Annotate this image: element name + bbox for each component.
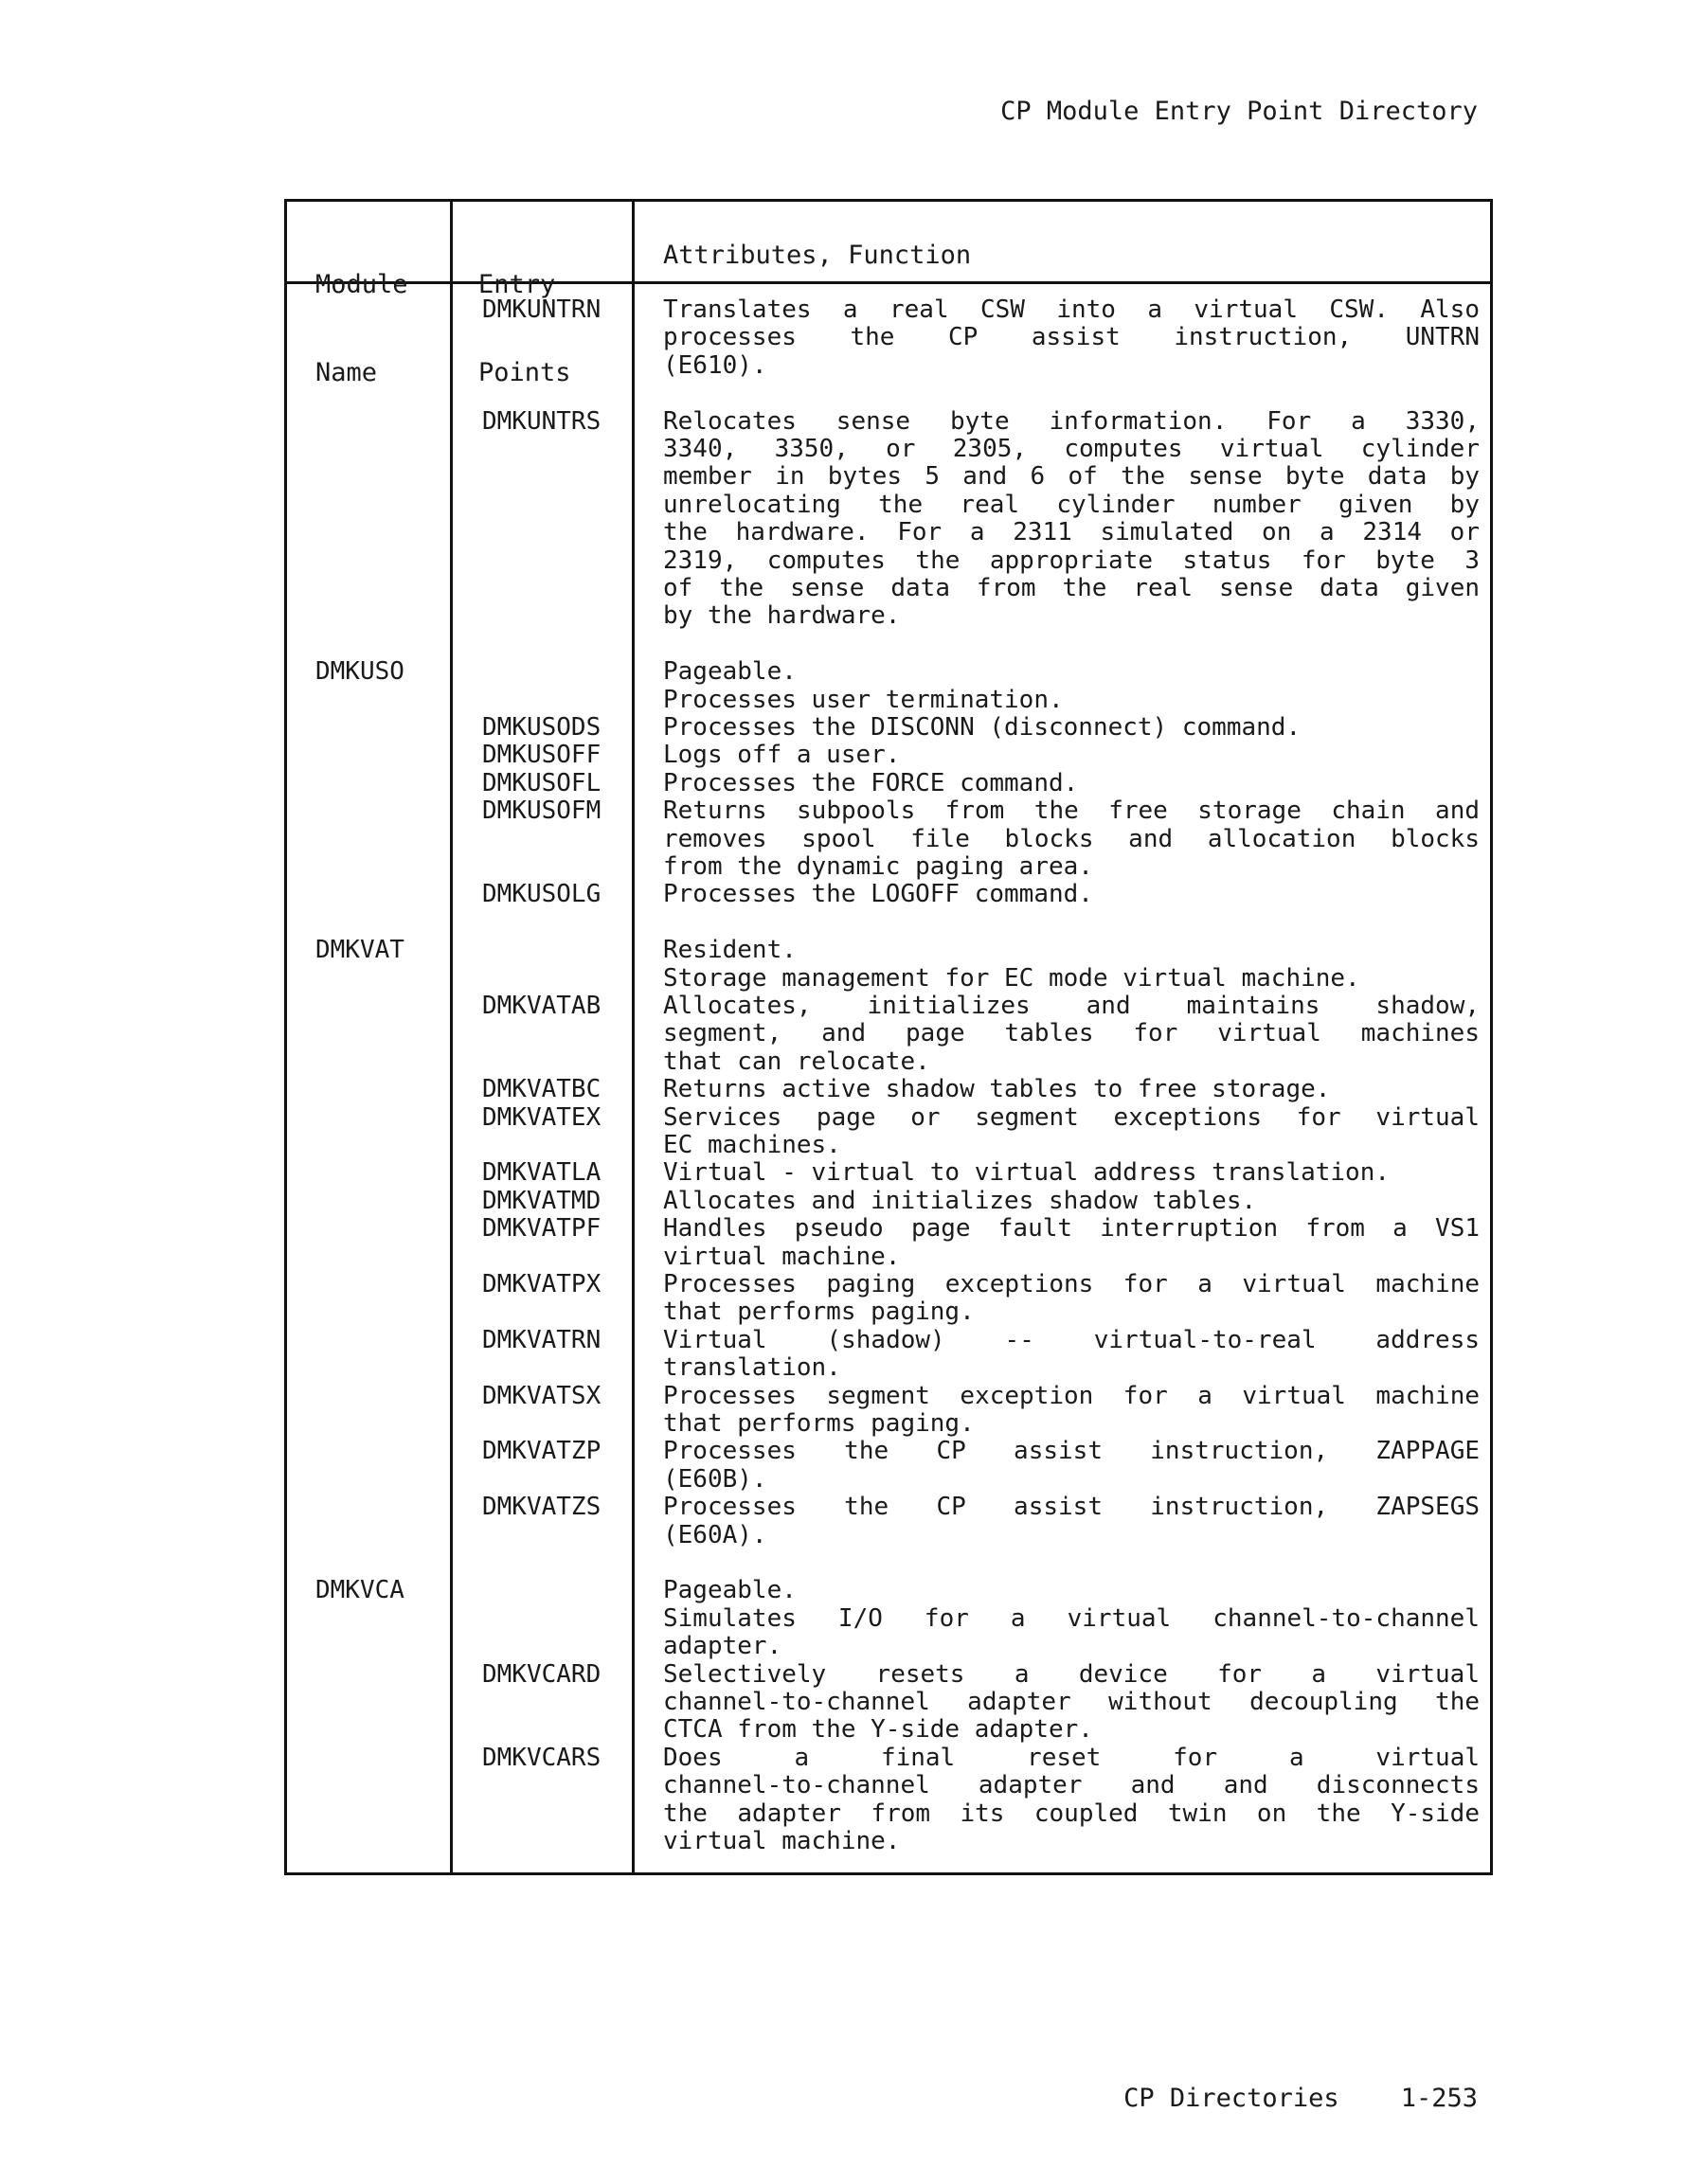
function-description-cell: [663, 797, 1480, 881]
description-line: Processes the CP assist instruction, ZAPSEGS: [663, 1493, 1480, 1522]
function-description-cell: [663, 1076, 1480, 1103]
description-line: that performs paging.: [663, 1298, 975, 1327]
description-line: unrelocating the real cylinder number given by: [663, 490, 1480, 519]
module-name-cell: DMKVCA: [315, 1576, 404, 1605]
header-module-line2: Name: [315, 358, 378, 387]
header-attributes-function: Attributes, Function: [663, 241, 972, 270]
description-line: virtual machine.: [663, 1827, 901, 1856]
description-line: Logs off a user.: [663, 741, 901, 770]
entry-point-cell: DMKVATBC: [482, 1075, 602, 1104]
entry-point-cell: DMKVATZP: [482, 1437, 602, 1466]
description-line: Processes paging exceptions for a virtual machine: [663, 1270, 1480, 1298]
header-module-name: [315, 211, 408, 446]
description-line: member in bytes 5 and 6 of the sense byte data by: [663, 462, 1480, 492]
header-entry-line1: Entry: [478, 270, 556, 299]
entry-point-cell: DMKUSOFM: [482, 797, 602, 826]
description-line: the hardware. For a 2311 simulated on a 2314 or: [663, 518, 1480, 547]
description-line: 3340, 3350, or 2305, computes virtual cylinder: [663, 435, 1480, 463]
description-line: EC machines.: [663, 1131, 841, 1159]
description-line: CTCA from the Y-side adapter.: [663, 1715, 1093, 1745]
entry-point-cell: DMKUSOFL: [482, 768, 602, 797]
description-line: (E610).: [663, 350, 767, 380]
function-description-cell: [663, 1271, 1480, 1327]
description-line: Resident.: [663, 936, 797, 965]
description-line: Processes the DISCONN (disconnect) command.: [663, 713, 1302, 742]
description-line: Processes the LOGOFF command.: [663, 880, 1093, 909]
entry-point-table: [284, 199, 1493, 1875]
function-description-cell: [663, 1188, 1480, 1215]
function-description-cell: [663, 296, 1480, 380]
entry-point-cell: DMKVATPF: [482, 1214, 602, 1244]
description-line: adapter.: [663, 1632, 782, 1661]
description-line: processes the CP assist instruction, UNTRN: [663, 323, 1480, 352]
description-line: Does a final reset for a virtual: [663, 1743, 1480, 1772]
description-line: virtual machine.: [663, 1242, 901, 1271]
footer-section-title: CP Directories: [1123, 2084, 1339, 2113]
header-module-line1: Module: [315, 270, 408, 299]
description-line: Services page or segment exceptions for virtual: [663, 1102, 1480, 1132]
entry-point-cell: DMKVATRN: [482, 1325, 602, 1354]
entry-point-cell: DMKVATAB: [482, 992, 602, 1020]
description-line: translation.: [663, 1353, 841, 1383]
description-line: Processes user termination.: [663, 685, 1064, 714]
entry-point-cell: DMKVATZS: [482, 1493, 602, 1522]
description-line: Processes the FORCE command.: [663, 768, 1079, 797]
function-description-cell: [663, 1327, 1480, 1383]
description-line: (E60B).: [663, 1464, 767, 1494]
description-line: removes spool file blocks and allocation blocks: [663, 824, 1480, 853]
column-divider-entry: [632, 202, 635, 1872]
entry-point-cell: DMKUSODS: [482, 713, 602, 742]
entry-point-cell: DMKUSOLG: [482, 880, 602, 909]
function-description-cell: [663, 1661, 1480, 1745]
entry-point-cell: DMKVCARS: [482, 1743, 602, 1772]
running-footer: [1042, 2053, 1478, 2114]
description-line: that can relocate.: [663, 1047, 930, 1076]
function-description-cell: [663, 1104, 1480, 1160]
description-line: (E60A).: [663, 1520, 767, 1549]
function-description-cell: [663, 770, 1480, 797]
description-line: Relocates sense byte information. For a 3330,: [663, 406, 1480, 436]
description-line: Processes the CP assist instruction, ZAPPAGE: [663, 1437, 1480, 1466]
description-line: channel-to-channel adapter without decoupling the: [663, 1688, 1480, 1716]
function-description-cell: [663, 937, 1480, 993]
description-line: Allocates and initializes shadow tables.: [663, 1186, 1257, 1215]
function-description-cell: [663, 1438, 1480, 1494]
description-line: Pageable.: [663, 657, 797, 687]
module-name-cell: DMKUSO: [315, 657, 404, 687]
entry-point-cell: DMKUNTRS: [482, 406, 602, 436]
entry-point-cell: DMKVATPX: [482, 1270, 602, 1298]
footer-page-number: 1-253: [1400, 2084, 1478, 2113]
entry-point-cell: DMKVATLA: [482, 1158, 602, 1188]
function-description-cell: [663, 658, 1480, 714]
column-divider-module: [450, 202, 453, 1872]
function-description-cell: [663, 742, 1480, 769]
description-line: Storage management for EC mode virtual machine.: [663, 963, 1360, 993]
description-line: channel-to-channel adapter and and disconnects: [663, 1771, 1480, 1800]
entry-point-cell: DMKVCARD: [482, 1659, 602, 1689]
description-line: Returns active shadow tables to free storage.: [663, 1075, 1331, 1104]
function-description-cell: [663, 1745, 1480, 1856]
description-line: Simulates I/O for a virtual channel-to-channel: [663, 1603, 1480, 1633]
description-line: Selectively resets a device for a virtual: [663, 1659, 1480, 1689]
description-line: 2319, computes the appropriate status for byte 3: [663, 546, 1480, 575]
footer-gap: [1339, 2084, 1401, 2113]
description-line: Returns subpools from the free storage chain and: [663, 797, 1480, 826]
description-line: that performs paging.: [663, 1409, 975, 1438]
entry-point-cell: DMKUNTRN: [482, 295, 602, 324]
description-line: by the hardware.: [663, 601, 901, 631]
description-line: Translates a real CSW into a virtual CSW. Also: [663, 295, 1480, 324]
header-entry-line2: Points: [478, 358, 571, 387]
description-line: from the dynamic paging area.: [663, 852, 1093, 881]
function-description-cell: [663, 1577, 1480, 1660]
function-description-cell: [663, 993, 1480, 1076]
function-description-cell: [663, 714, 1480, 742]
description-line: the adapter from its coupled twin on the Y-side: [663, 1799, 1480, 1828]
description-line: Pageable.: [663, 1576, 797, 1605]
header-rule: [287, 281, 1490, 284]
entry-point-cell: DMKUSOFF: [482, 741, 602, 770]
entry-point-cell: DMKVATSX: [482, 1381, 602, 1410]
description-line: segment, and page tables for virtual machines: [663, 1019, 1480, 1048]
entry-point-cell: DMKVATMD: [482, 1186, 602, 1215]
function-description-cell: [663, 408, 1480, 631]
description-line: of the sense data from the real sense data given: [663, 574, 1480, 603]
description-line: Virtual - virtual to virtual address translation.: [663, 1158, 1391, 1188]
running-header: CP Module Entry Point Directory: [1000, 97, 1478, 126]
description-line: Processes segment exception for a virtual machine: [663, 1381, 1480, 1410]
description-line: Handles pseudo page fault interruption from a VS1: [663, 1214, 1480, 1244]
function-description-cell: [663, 1383, 1480, 1439]
entry-point-cell: DMKVATEX: [482, 1102, 602, 1132]
description-line: Allocates, initializes and maintains shadow,: [663, 992, 1480, 1020]
function-description-cell: [663, 881, 1480, 908]
function-description-cell: [663, 1215, 1480, 1271]
function-description-cell: [663, 1159, 1480, 1187]
module-name-cell: DMKVAT: [315, 936, 404, 965]
description-line: Virtual (shadow) -- virtual-to-real address: [663, 1325, 1480, 1354]
function-description-cell: [663, 1494, 1480, 1549]
